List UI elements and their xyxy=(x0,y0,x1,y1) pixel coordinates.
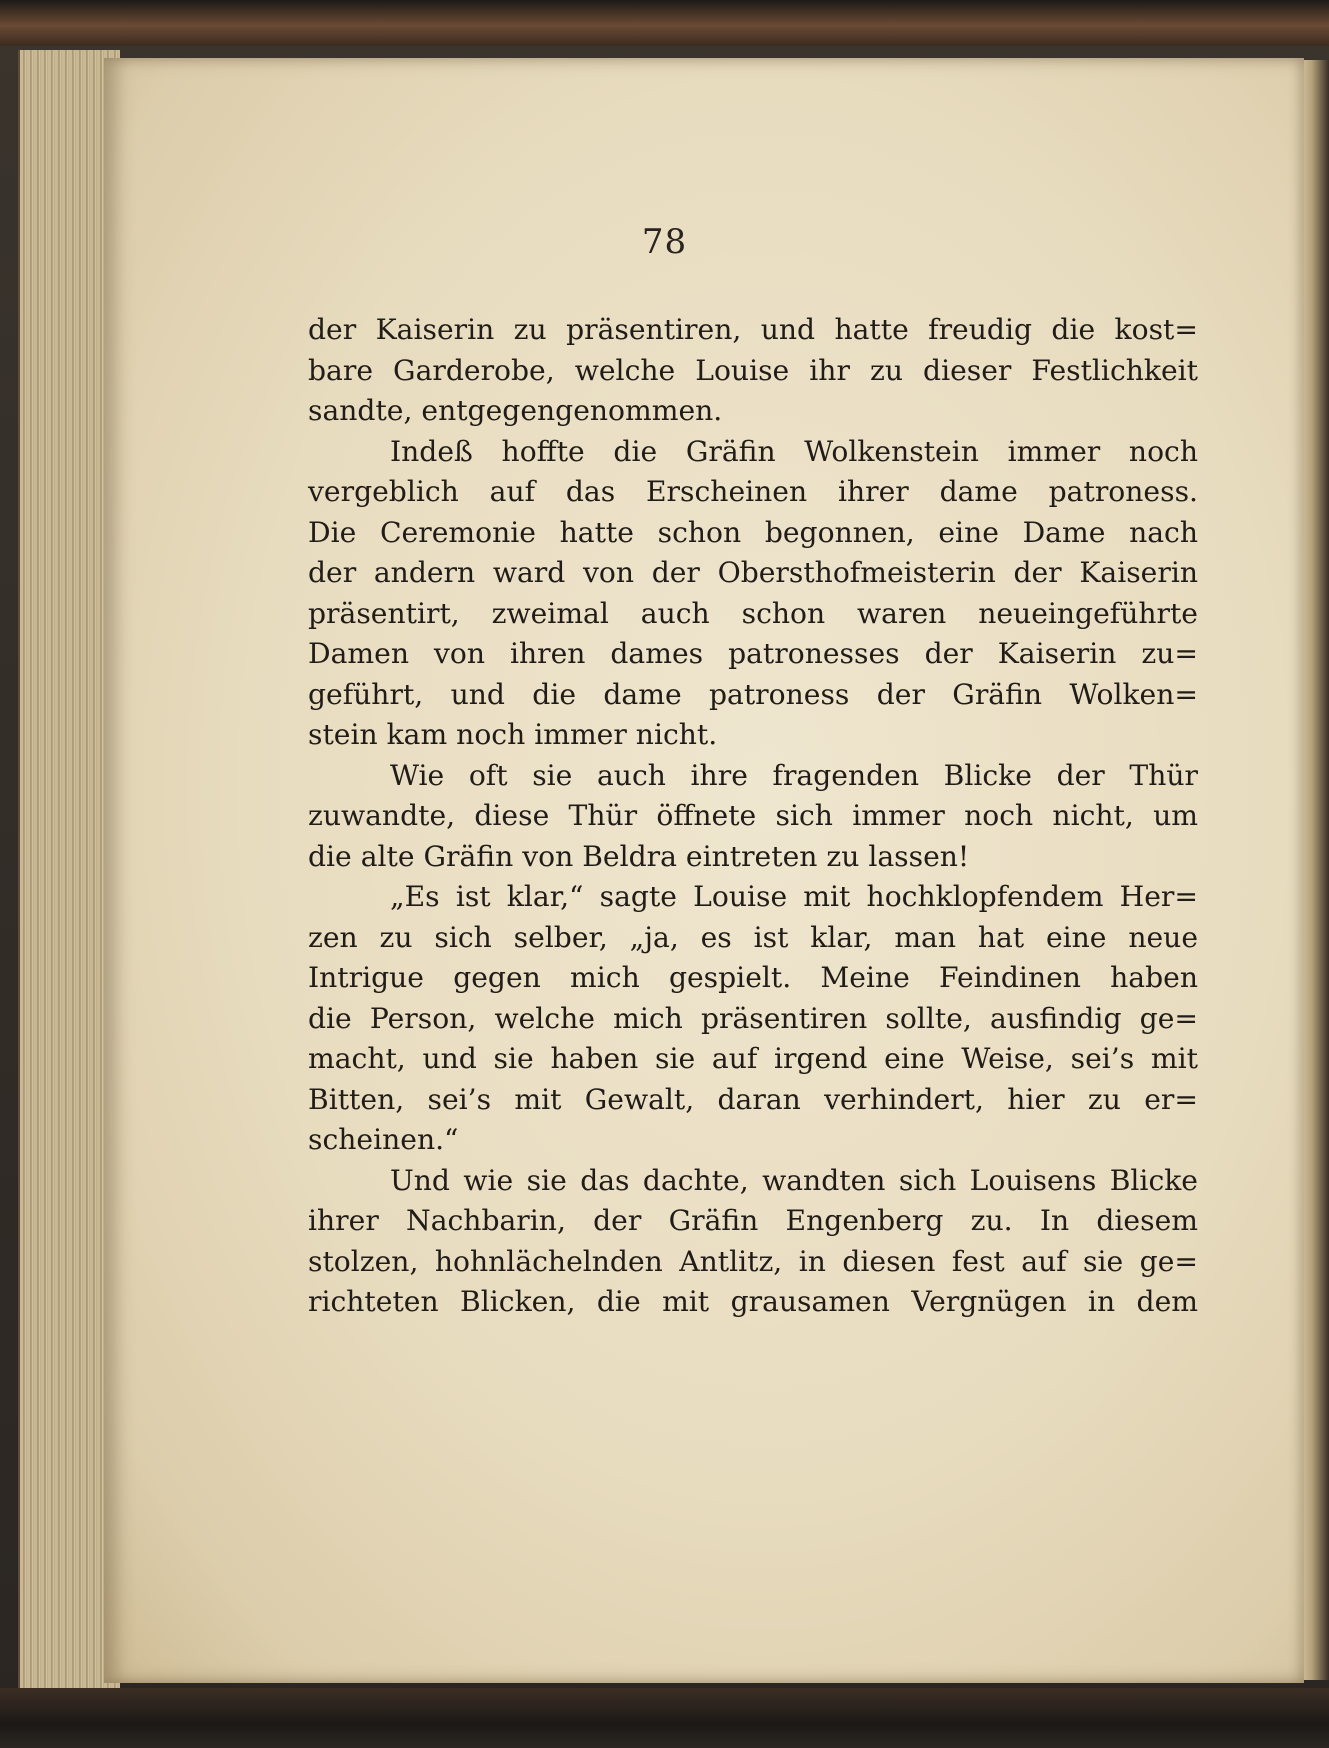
text-line: die alte Gräfin von Beldra eintreten zu lassen! xyxy=(308,839,970,873)
page-body-text xyxy=(308,310,1198,1323)
text-line: geführt, und die dame patroness der Gräfin Wolken= xyxy=(308,677,1198,711)
text-line: Wie oft sie auch ihre fragenden Blicke der Thür xyxy=(390,758,1198,792)
text-line: Indeß hoffte die Gräfin Wolkenstein immer noch xyxy=(390,434,1198,468)
text-line: Damen von ihren dames patronesses der Kaiserin zu= xyxy=(308,637,1198,670)
text-line: ihrer Nachbarin, der Gräfin Engenberg zu. In diesem xyxy=(308,1204,1198,1237)
text-line: die Person, welche mich präsentiren sollte, ausfindig ge= xyxy=(308,1001,1198,1035)
book-cover-top-edge xyxy=(0,0,1329,46)
text-line: richteten Blicken, die mit grausamen Vergnügen in dem xyxy=(308,1285,1198,1318)
book-right-edge xyxy=(1300,60,1329,1680)
book-cover-bottom-edge xyxy=(0,1688,1329,1748)
text-line: der andern ward von der Obersthofmeisterin der Kaiserin xyxy=(308,556,1198,589)
text-line: Und wie sie das dachte, wandten sich Louisens Blicke xyxy=(390,1163,1198,1197)
text-line: vergeblich auf das Erscheinen ihrer dame patroness. xyxy=(308,475,1198,508)
text-line: „Es ist klar,“ sagte Louise mit hochklopfendem Her= xyxy=(390,880,1198,913)
text-line: macht, und sie haben sie auf irgend eine Weise, sei’s mit xyxy=(308,1042,1198,1075)
text-line: stolzen, hohnlächelnden Antlitz, in diesen fest auf sie ge= xyxy=(308,1244,1198,1278)
text-line: sandte, entgegengenommen. xyxy=(308,394,723,427)
text-line: Die Ceremonie hatte schon begonnen, eine Dame nach xyxy=(308,515,1198,549)
text-line: zen zu sich selber, „ja, es ist klar, man hat eine neue xyxy=(308,920,1198,954)
text-line: stein kam noch immer nicht. xyxy=(308,718,718,751)
text-line: zuwandte, diese Thür öffnete sich immer noch nicht, um xyxy=(308,799,1198,832)
text-line: bare Garderobe, welche Louise ihr zu dieser Festlichkeit xyxy=(308,353,1198,387)
text-line: der Kaiserin zu präsentiren, und hatte freudig die kost= xyxy=(308,313,1198,346)
text-line: präsentirt, zweimal auch schon waren neueingeführte xyxy=(308,596,1198,630)
page-number: 78 xyxy=(641,222,688,262)
text-line: Bitten, sei’s mit Gewalt, daran verhindert, hier zu er= xyxy=(308,1082,1198,1116)
text-line: Intrigue gegen mich gespielt. Meine Feindinen haben xyxy=(308,961,1198,994)
text-line: scheinen.“ xyxy=(308,1123,459,1156)
